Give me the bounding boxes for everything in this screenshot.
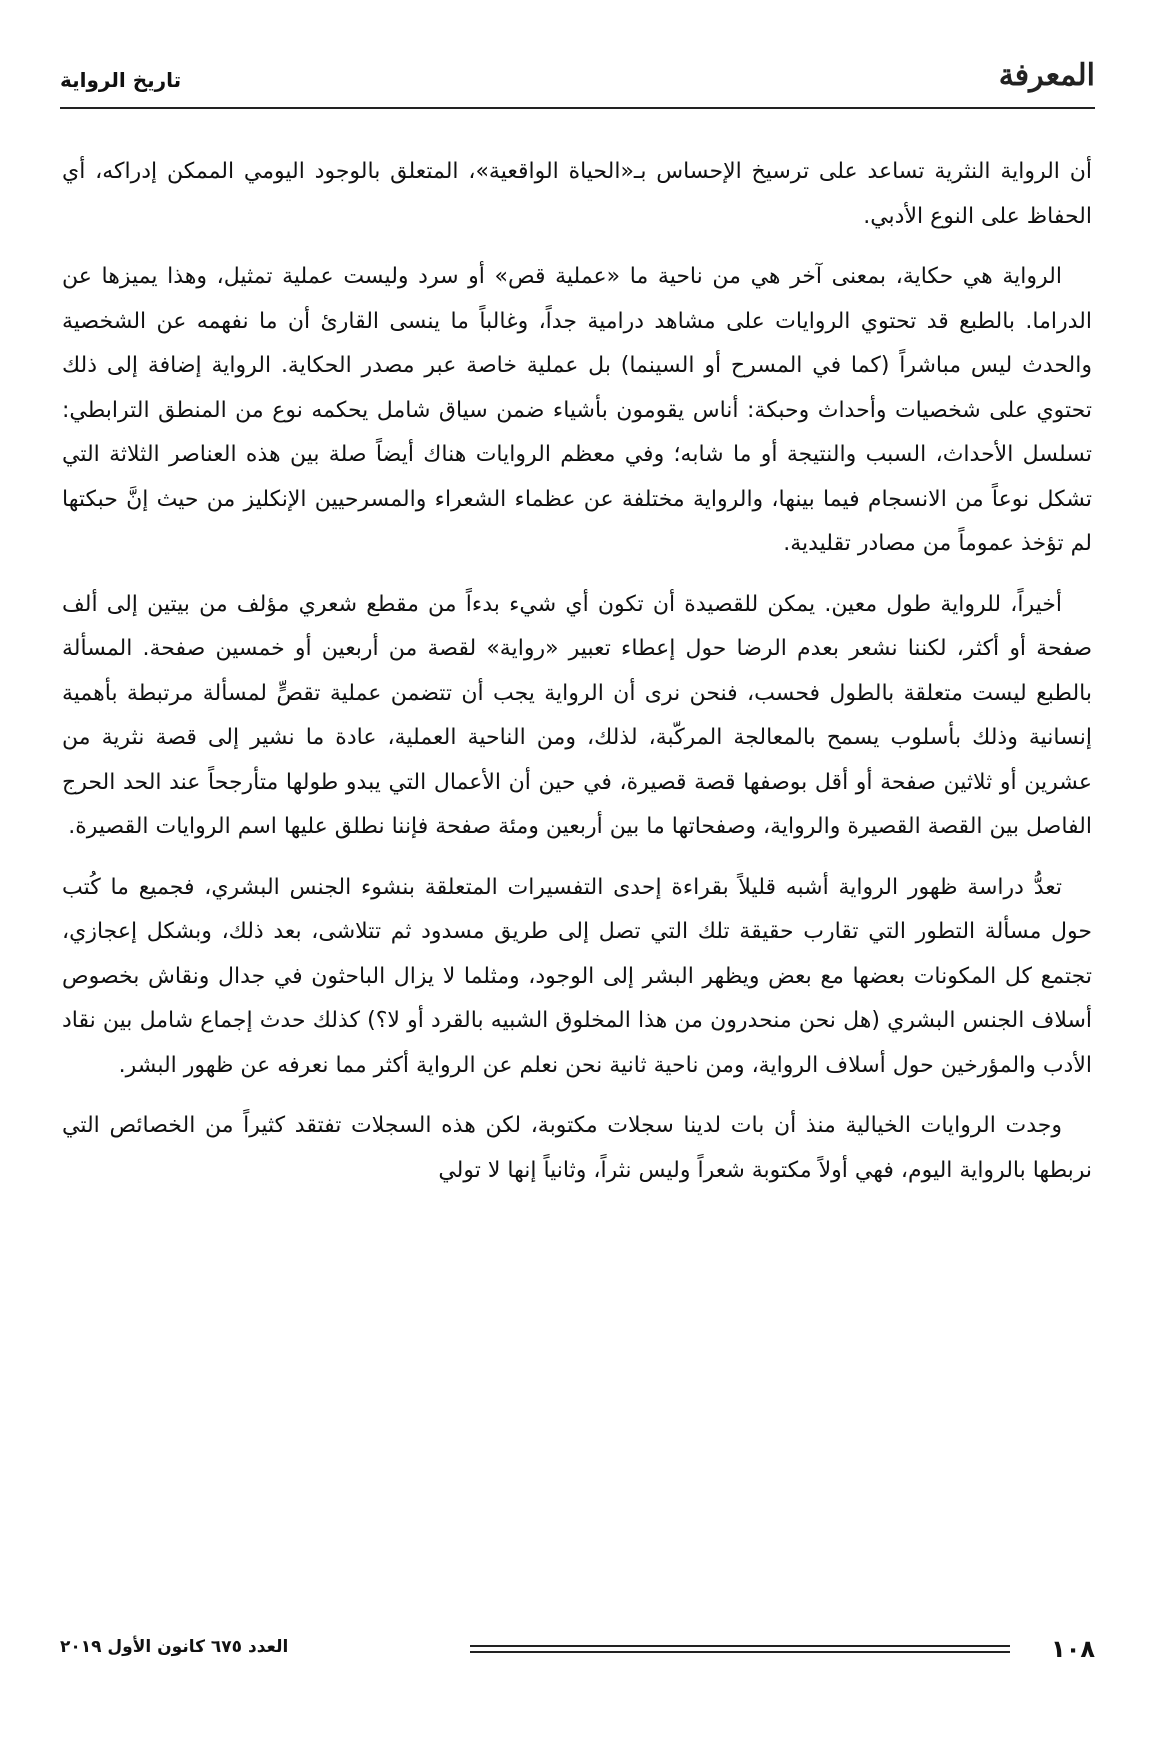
magazine-logo: المعرفة xyxy=(998,58,1095,93)
page-footer xyxy=(60,1635,1095,1675)
paragraph: الرواية هي حكاية، بمعنى آخر هي من ناحية ما «عملية قص» أو سرد وليست عملية تمثيل، وهذا يميزها عن الدراما. بالطبع قد تحتوي الروايات على مشاهد درامية جداً، وغالباً ما ينسى القارئ أن ما نفهمه عن الشخصية والحدث ليس مباشراً (كما في المسرح أو السينما) بل عملية خاصة عبر مصدر الحكاية. الرواية إضافة إلى ذلك تحتوي على شخصيات وأحداث وحبكة: أناس يقومون بأشياء ضمن سياق شامل يحكمه نوع من المنطق الترابطي: تسلسل الأحداث، السبب والنتيجة أو ما شابه؛ وفي معظم الروايات هناك أيضاً صلة بين هذه العناصر الثلاثة التي تشكل نوعاً من الانسجام فيما بينها، والرواية مختلفة عن عظماء الشعراء والمسرحيين الإنكليز من حيث إنَّ حبكتها لم تؤخذ عموماً من مصادر تقليدية. xyxy=(62,264,1092,556)
paragraph: تعدُّ دراسة ظهور الرواية أشبه قليلاً بقراءة إحدى التفسيرات المتعلقة بنشوء الجنس البشري، فجميع ما كُتب حول مسألة التطور التي تقارب حقيقة تلك التي تصل إلى طريق مسدود ثم تتلاشى، بعد ذلك، وبشكل إعجازي، تجتمع كل المكونات بعضها مع بعض ويظهر البشر إلى الوجود، ومثلما لا يزال الباحثون في جدال ونقاش بخصوص أسلاف الجنس البشري (هل نحن منحدرون من هذا المخلوق الشبيه بالقرد أو لا؟) كذلك حدث إجماع شامل بين نقاد الأدب والمؤرخين حول أسلاف الرواية، ومن ناحية ثانية نحن نعلم عن الرواية أكثر مما نعرفه عن ظهور البشر. xyxy=(62,874,1092,1078)
paragraph: وجدت الروايات الخيالية منذ أن بات لدينا سجلات مكتوبة، لكن هذه السجلات تفتقد كثيراً من الخصائص التي نربطها بالرواية اليوم، فهي أولاً مكتوبة شعراً وليس نثراً، وثانياً إنها لا تولي xyxy=(62,1113,1092,1183)
paragraph: أخيراً، للرواية طول معين. يمكن للقصيدة أن تكون أي شيء بدءاً من مقطع شعري مؤلف من بيتين إلى ألف صفحة أو أكثر، لكننا نشعر بعدم الرضا حول إعطاء تعبير «رواية» لقصة من أربعين أو خمسين صفحة. المسألة بالطبع ليست متعلقة بالطول فحسب، فنحن نرى أن الرواية يجب أن تتضمن عملية تقصٍّ لمسألة مرتبطة بأهمية إنسانية وذلك بأسلوب يسمح بالمعالجة المركّبة، لذلك، ومن الناحية العملية، عادة ما نشير إلى قصة نثرية من عشرين أو ثلاثين صفحة أو أقل بوصفها قصة قصيرة، في حين أن الأعمال التي يبدو طولها متأرجحاً عند الحد الحرج الفاصل بين القصة القصيرة والرواية، وصفحاتها ما بين أربعين ومئة صفحة فإننا نطلق عليها اسم الروايات القصيرة. xyxy=(62,591,1092,839)
section-title: تاريخ الرواية xyxy=(60,68,182,92)
page-header xyxy=(60,58,1095,104)
issue-info: العدد ٦٧٥ كانون الأول ٢٠١٩ xyxy=(60,1637,289,1657)
paragraph: أن الرواية النثرية تساعد على ترسيخ الإحساس بـ«الحياة الواقعية»، المتعلق بالوجود اليومي الممكن إدراكه، أي الحفاظ على النوع الأدبي. xyxy=(62,159,1092,229)
header-divider xyxy=(60,107,1095,109)
page-number: ١٠٨ xyxy=(1051,1635,1095,1663)
footer-divider xyxy=(470,1645,1010,1653)
article-body xyxy=(62,150,1092,1209)
